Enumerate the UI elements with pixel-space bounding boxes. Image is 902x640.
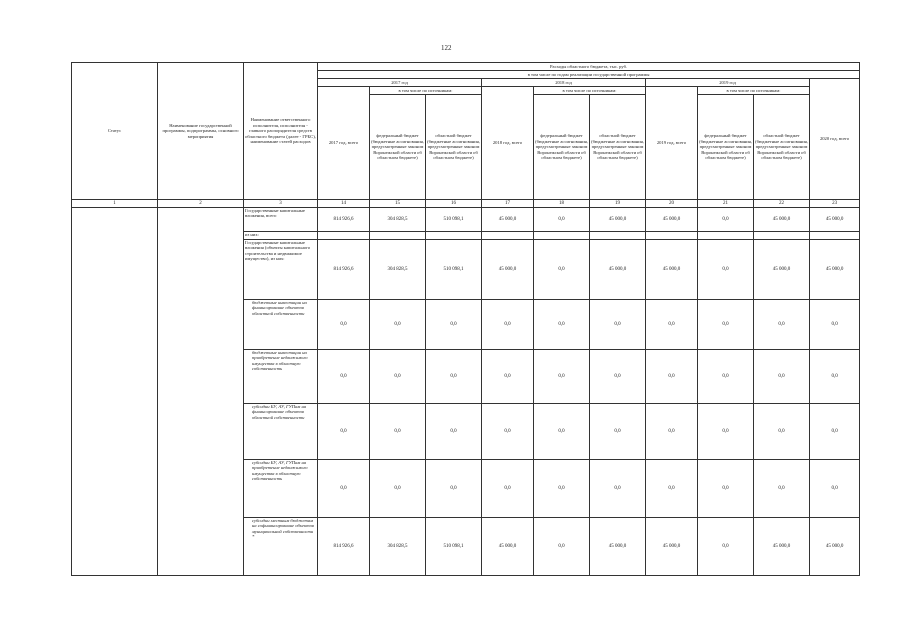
value-cell: 0,0 bbox=[698, 518, 754, 576]
value-cell: 45 000,0 bbox=[646, 240, 698, 300]
value-cell: 0,0 bbox=[646, 460, 698, 518]
row-name: бюджетные инвестиции на финансирование объектов областной собственности bbox=[244, 300, 318, 350]
value-cell: 304 828,5 bbox=[370, 518, 426, 576]
table-row bbox=[72, 208, 860, 232]
value-cell: 0,0 bbox=[482, 404, 534, 460]
column-number: 1 bbox=[72, 200, 158, 208]
column-number: 22 bbox=[754, 200, 810, 208]
header-sources-2018: в том числе по источникам: bbox=[534, 87, 646, 95]
value-cell: 0,0 bbox=[646, 300, 698, 350]
value-cell: 45 000,0 bbox=[482, 240, 534, 300]
value-cell: 0,0 bbox=[646, 350, 698, 404]
program-cell bbox=[158, 208, 244, 576]
header-executor-name: Наименование ответственного исполнителя, исполнителя - главного распорядителя средств областного бюджета (далее - ГРБС), наименование статей расходов bbox=[244, 63, 318, 200]
value-cell: 304 828,5 bbox=[370, 240, 426, 300]
value-cell: 45 000,0 bbox=[810, 240, 860, 300]
header-total-2019: 2019 год, всего bbox=[646, 87, 698, 200]
column-number: 21 bbox=[698, 200, 754, 208]
value-cell: 45 000,0 bbox=[590, 208, 646, 232]
row-name: субсидии БУ, АУ, ГУПам на приобретение недвижимого имущества в областную собственность bbox=[244, 460, 318, 518]
value-cell: 0,0 bbox=[698, 300, 754, 350]
value-cell: 0,0 bbox=[426, 350, 482, 404]
value-cell: 0,0 bbox=[754, 300, 810, 350]
header-total-2017: 2017 год, всего bbox=[318, 87, 370, 200]
status-cell bbox=[72, 208, 158, 576]
column-number: 14 bbox=[318, 200, 370, 208]
value-cell bbox=[646, 232, 698, 240]
header-expenses: Расходы областного бюджета, тыс. руб. bbox=[318, 63, 860, 71]
value-cell: 0,0 bbox=[482, 460, 534, 518]
value-cell bbox=[590, 232, 646, 240]
column-number: 19 bbox=[590, 200, 646, 208]
row-name: бюджетные инвестиции на приобретение недвижимого имущества в областную собственность bbox=[244, 350, 318, 404]
value-cell: 45 000,0 bbox=[810, 518, 860, 576]
value-cell: 45 000,0 bbox=[754, 208, 810, 232]
value-cell bbox=[754, 232, 810, 240]
column-number: 20 bbox=[646, 200, 698, 208]
value-cell: 45 000,0 bbox=[810, 208, 860, 232]
value-cell: 0,0 bbox=[426, 460, 482, 518]
value-cell: 45 000,0 bbox=[646, 208, 698, 232]
column-number: 23 bbox=[810, 200, 860, 208]
value-cell: 0,0 bbox=[370, 460, 426, 518]
value-cell: 0,0 bbox=[482, 350, 534, 404]
value-cell: 0,0 bbox=[482, 300, 534, 350]
value-cell: 0,0 bbox=[534, 518, 590, 576]
value-cell: 814 926,6 bbox=[318, 518, 370, 576]
value-cell: 814 926,6 bbox=[318, 240, 370, 300]
value-cell: 0,0 bbox=[698, 350, 754, 404]
value-cell bbox=[370, 232, 426, 240]
value-cell: 0,0 bbox=[370, 300, 426, 350]
value-cell bbox=[810, 232, 860, 240]
column-number: 18 bbox=[534, 200, 590, 208]
header-year-2019: 2019 год bbox=[646, 79, 810, 87]
value-cell: 510 098,1 bbox=[426, 518, 482, 576]
value-cell: 0,0 bbox=[370, 350, 426, 404]
row-name: Государственные капитальные вложения, всего bbox=[244, 208, 318, 232]
value-cell: 0,0 bbox=[698, 404, 754, 460]
value-cell: 0,0 bbox=[698, 208, 754, 232]
value-cell: 0,0 bbox=[754, 460, 810, 518]
value-cell: 0,0 bbox=[318, 460, 370, 518]
value-cell: 45 000,0 bbox=[754, 518, 810, 576]
value-cell: 0,0 bbox=[590, 460, 646, 518]
row-name: субсидии местным бюджетам на софинансирование объектов муниципальной собственности * bbox=[244, 518, 318, 576]
value-cell: 510 098,1 bbox=[426, 240, 482, 300]
value-cell: 0,0 bbox=[754, 404, 810, 460]
page-number: 122 bbox=[441, 44, 452, 52]
value-cell: 45 000,0 bbox=[482, 208, 534, 232]
row-name: субсидии БУ, АУ, ГУПам на финансирование объектов областной собственности bbox=[244, 404, 318, 460]
value-cell: 45 000,0 bbox=[646, 518, 698, 576]
value-cell: 0,0 bbox=[698, 240, 754, 300]
value-cell: 0,0 bbox=[810, 460, 860, 518]
value-cell: 0,0 bbox=[426, 404, 482, 460]
header-sources-2017: в том числе по источникам: bbox=[370, 87, 482, 95]
column-number: 16 bbox=[426, 200, 482, 208]
value-cell: 0,0 bbox=[318, 300, 370, 350]
value-cell: 45 000,0 bbox=[754, 240, 810, 300]
value-cell: 0,0 bbox=[810, 404, 860, 460]
row-name: Государственные капитальные вложения (объекты капитального строительства и недвижимое имущество), из них: bbox=[244, 240, 318, 300]
header-regional-2017: областной бюджет (бюджетные ассигнования, предусмотренные законом Воронежской области об областном бюджете) bbox=[426, 95, 482, 200]
value-cell: 0,0 bbox=[534, 300, 590, 350]
header-federal-2018: федеральный бюджет (бюджетные ассигнования, предусмотренные законом Воронежской области об областном бюджете) bbox=[534, 95, 590, 200]
value-cell: 0,0 bbox=[534, 208, 590, 232]
value-cell bbox=[318, 232, 370, 240]
value-cell: 0,0 bbox=[534, 404, 590, 460]
header-federal-2017: федеральный бюджет (бюджетные ассигнования, предусмотренные законом Воронежской области об областном бюджете) bbox=[370, 95, 426, 200]
header-year-2017: 2017 год bbox=[318, 79, 482, 87]
value-cell bbox=[482, 232, 534, 240]
column-number: 17 bbox=[482, 200, 534, 208]
value-cell: 0,0 bbox=[318, 404, 370, 460]
header-total-2020: 2020 год, всего bbox=[810, 79, 860, 200]
value-cell: 0,0 bbox=[590, 350, 646, 404]
header-regional-2018: областной бюджет (бюджетные ассигнования, предусмотренные законом Воронежской области об областном бюджете) bbox=[590, 95, 646, 200]
column-number: 3 bbox=[244, 200, 318, 208]
value-cell: 0,0 bbox=[590, 404, 646, 460]
value-cell: 0,0 bbox=[590, 300, 646, 350]
value-cell: 0,0 bbox=[810, 300, 860, 350]
value-cell: 45 000,0 bbox=[482, 518, 534, 576]
value-cell: 45 000,0 bbox=[590, 240, 646, 300]
header-regional-2019: областной бюджет (бюджетные ассигнования, предусмотренные законом Воронежской области об областном бюджете) bbox=[754, 95, 810, 200]
value-cell: 814 926,6 bbox=[318, 208, 370, 232]
header-sources-2019: в том числе по источникам: bbox=[698, 87, 810, 95]
header-federal-2019: федеральный бюджет (бюджетные ассигнования, предусмотренные законом Воронежской области об областном бюджете) bbox=[698, 95, 754, 200]
value-cell: 304 828,5 bbox=[370, 208, 426, 232]
row-name: из них: bbox=[244, 232, 318, 240]
value-cell: 0,0 bbox=[534, 350, 590, 404]
column-number: 2 bbox=[158, 200, 244, 208]
value-cell: 0,0 bbox=[810, 350, 860, 404]
header-status: Статус bbox=[72, 63, 158, 200]
header-year-2018: 2018 год bbox=[482, 79, 646, 87]
column-number: 15 bbox=[370, 200, 426, 208]
value-cell: 0,0 bbox=[754, 350, 810, 404]
value-cell bbox=[534, 232, 590, 240]
value-cell: 0,0 bbox=[646, 404, 698, 460]
value-cell: 45 000,0 bbox=[590, 518, 646, 576]
value-cell bbox=[426, 232, 482, 240]
header-by-years: в том числе по годам реализации государственной программы bbox=[318, 71, 860, 79]
value-cell: 510 098,1 bbox=[426, 208, 482, 232]
value-cell: 0,0 bbox=[426, 300, 482, 350]
value-cell: 0,0 bbox=[318, 350, 370, 404]
budget-table bbox=[71, 62, 860, 576]
header-program-name: Наименование государственной программы, подпрограммы, основного мероприятия bbox=[158, 63, 244, 200]
value-cell: 0,0 bbox=[534, 460, 590, 518]
value-cell: 0,0 bbox=[534, 240, 590, 300]
value-cell bbox=[698, 232, 754, 240]
value-cell: 0,0 bbox=[370, 404, 426, 460]
value-cell: 0,0 bbox=[698, 460, 754, 518]
header-total-2018: 2018 год, всего bbox=[482, 87, 534, 200]
